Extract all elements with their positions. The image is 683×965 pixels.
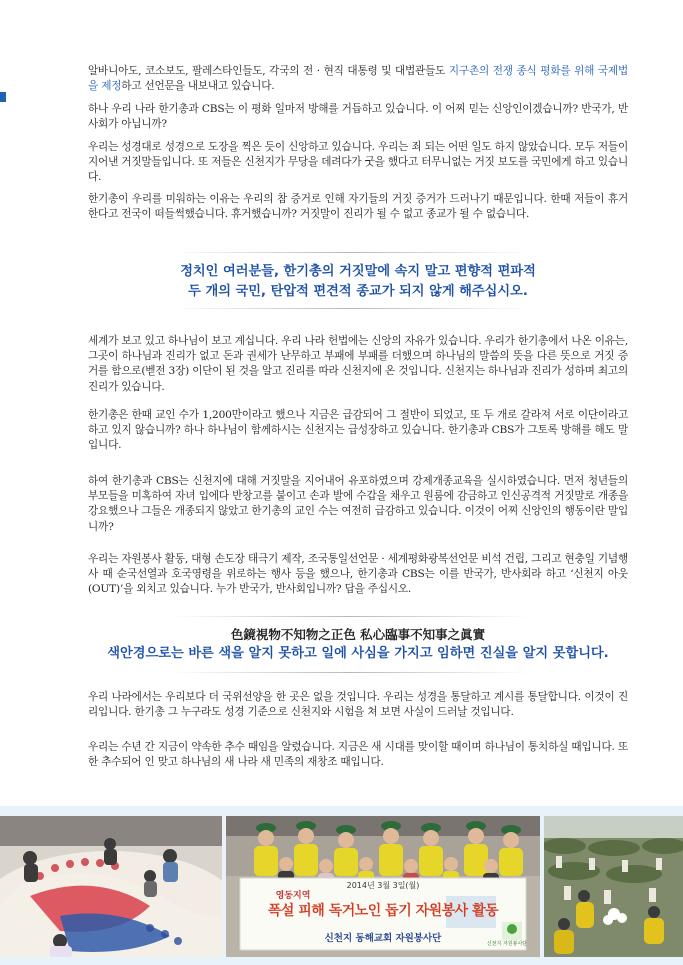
photo-cemetery-image	[544, 816, 683, 957]
photo-volunteer-group	[226, 816, 540, 957]
callout-proverb-korean: 색안경으로는 바른 색을 알지 못하고 일에 사심을 가지고 임하면 진실을 알지 못합니다.	[107, 646, 609, 661]
banner-title: 폭설 피해 독거노인 돕기 자원봉사 활동	[267, 903, 499, 919]
banner-date: 2014년 3월 3일(월)	[346, 881, 420, 890]
accent-bar	[0, 92, 6, 102]
callout-proverb-hanja: 色鏡視物不知物之正色 私心臨事不知事之眞實	[230, 627, 486, 642]
callout-proverb	[88, 626, 628, 664]
callout2-divider-bottom	[170, 672, 530, 673]
photo-handprint-flag	[0, 816, 222, 957]
banner-org: 신천지 동해교회 자원봉사단	[324, 933, 442, 944]
banner-region: 영동지역	[275, 891, 311, 901]
paragraph-2: 하나 우리 나라 한기총과 CBS는 이 평화 일마저 방해를 거듭하고 있습니다. 이 어찌 믿는 신앙인이겠습니까? 반국가, 반사회가 아닙니까?	[88, 103, 628, 131]
photo-strip	[0, 806, 683, 965]
callout-politicians	[88, 262, 628, 302]
photo-cemetery	[544, 816, 683, 957]
callout-divider-bottom	[170, 308, 530, 309]
paragraph-8: 우리는 자원봉사 활동, 대형 손도장 태극기 제작, 조국통일선언문 · 세계평화광복선언문 비석 건립, 그리고 현충일 기념행사 때 순국선열과 호국영령을 위로하는 행사 등을 했으나, 한기총과 CBS는 이를 반국가, 반사회라 하고 ‘신천지 아웃(OUT)’을 외치고 있습니다. 누가 반국가, 반사회입니까? 답을 주십시오.	[88, 553, 628, 596]
paragraph-1-before: 알바니아도, 코소보도, 팔레스타인들도, 각국의 전 · 현직 대통령 및 대법관들도	[88, 65, 449, 77]
paragraph-1-after: 하고 선언문을 내보내고 있습니다.	[121, 80, 275, 93]
paragraph-4: 한기총이 우리를 미워하는 이유는 우리의 참 증거로 인해 자기들의 거짓 증거가 드러나기 때문입니다. 한때 저들이 휴거한다고 전국이 떠들썩했습니다. 휴거했습니까? 거짓말이 진리가 될 수 없고 종교가 될 수 없습니다.	[88, 193, 628, 221]
paragraph-7: 하여 한기총과 CBS는 신천지에 대해 거짓말을 지어내어 유포하였으며 강제개종교육을 실시하였습니다. 먼저 청년들의 부모들을 미혹하여 자녀 입에다 반창고를 붙이고 손과 발에 수갑을 채우고 원룸에 감금하고 인신공격적 거짓말로 개종을 강요했으나 그들은 개종되지 않았고 한기총의 교인 수는 여전히 급감하고 있습니다. 이것이 어찌 신앙인의 행동이란 말입니까?	[88, 475, 628, 533]
callout-politicians-line2: 두 개의 국민, 탄압적 편견적 종교가 되지 않게 해주십시오.	[188, 284, 528, 299]
banner-logo-text: 신천지 자원봉사단	[486, 941, 528, 947]
photo-handprint-flag-image	[0, 816, 222, 957]
paragraph-1-highlight: 지구촌의 전쟁 종식 평화를 위해 국제법을 제정	[88, 65, 628, 93]
paragraph-10: 우리는 수년 간 지금이 약속한 추수 때임을 알렸습니다. 지금은 새 시대를 맞이할 때이며 하나님이 통치하실 때입니다. 또한 추수되어 인 맞고 하나님의 새 나라 새 민족의 재창조 때입니다.	[88, 741, 628, 769]
paragraph-3: 우리는 성경대로 성경으로 도장을 찍은 듯이 신앙하고 있습니다. 우리는 죄 되는 어떤 일도 하지 않았습니다. 모두 저들이 지어낸 거짓말들입니다. 또 저들은 신천지가 무당을 데려다가 굿을 했다고 터무니없는 거짓 보도를 국민에게 하고 있습니다.	[88, 141, 628, 184]
callout-politicians-line1: 정치인 여러분들, 한기총의 거짓말에 속지 말고 편향적 편파적	[180, 264, 536, 279]
paragraph-1	[88, 64, 628, 94]
paragraph-6: 한기총은 한때 교인 수가 1,200만이라고 했으나 지금은 급감되어 그 절반이 되었고, 또 두 개로 갈라져 서로 이단이라고 하고 있지 않습니까? 하나 하나님이 함께하시는 신천지는 급성장하고 있습니다. 한기총과 CBS가 그토록 방해를 해도 말입니다.	[88, 409, 628, 452]
callout2-divider-top	[170, 616, 530, 617]
paragraph-9: 우리 나라에서는 우리보다 더 국위선양을 한 곳은 없을 것입니다. 우리는 성경을 통달하고 계시를 통달합니다. 이것이 진리입니다. 한기총 그 누구라도 성경 기준으로 신천지와 시험을 쳐 보면 사실이 드러날 것입니다.	[88, 691, 628, 719]
callout-divider-top	[170, 252, 530, 253]
paragraph-5: 세계가 보고 있고 하나님이 보고 계십니다. 우리 나라 헌법에는 신앙의 자유가 있습니다. 우리가 한기총에서 나온 이유는, 그곳이 하나님과 진리가 없고 돈과 권세가 난무하고 부패에 부패를 더했으며 하나님의 말씀의 뜻을 다른 뜻으로 거짓 증거를 함으로(벧전 3장) 이단이 된 것을 알고 진리를 따라 신천지에 온 것입니다. 신천지는 하나님과 진리가 성하며 최고의 진리가 있습니다.	[88, 335, 628, 393]
